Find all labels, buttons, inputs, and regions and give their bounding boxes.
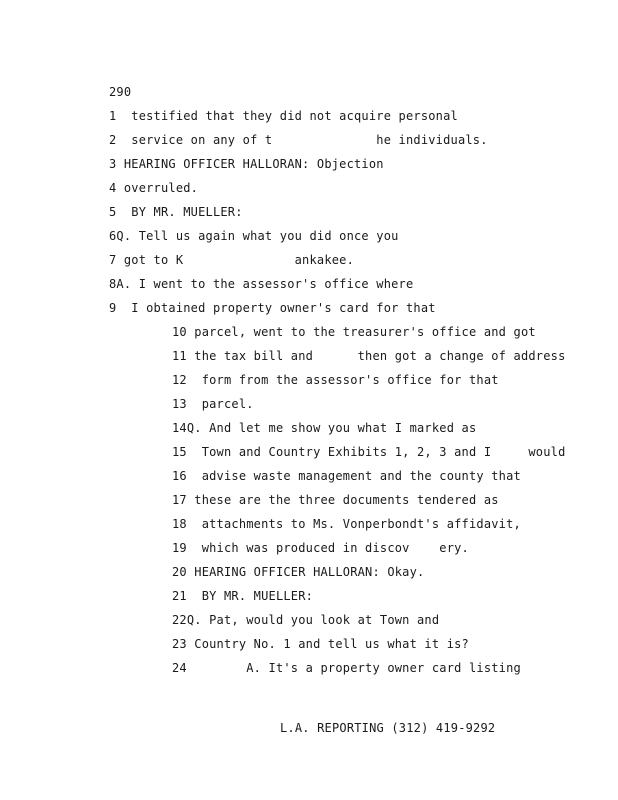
transcript-line: 4 overruled. [109, 181, 199, 195]
transcript-line: 3 HEARING OFFICER HALLORAN: Objection [109, 157, 384, 171]
transcript-line: 21 BY MR. MUELLER: [172, 589, 314, 603]
transcript-line: 2 service on any of t he individuals. [109, 133, 488, 147]
transcript-line: 16 advise waste management and the county that [172, 469, 521, 483]
transcript-line: 17 these are the three documents tendered as [172, 493, 499, 507]
page-number: 290 [109, 85, 132, 99]
transcript-line: 18 attachments to Ms. Vonperbondt's affidavit, [172, 517, 521, 531]
transcript-line: 13 parcel. [172, 397, 254, 411]
transcript-line: 12 form from the assessor's office for that [172, 373, 499, 387]
transcript-line: 5 BY MR. MUELLER: [109, 205, 243, 219]
transcript-line: 6Q. Tell us again what you did once you [109, 229, 399, 243]
transcript-line: 11 the tax bill and then got a change of address [172, 349, 566, 363]
transcript-line: 15 Town and Country Exhibits 1, 2, 3 and I would [172, 445, 566, 459]
transcript-line: 9 I obtained property owner's card for that [109, 301, 436, 315]
transcript-line: 14Q. And let me show you what I marked as [172, 421, 477, 435]
transcript-line: 10 parcel, went to the treasurer's office and got [172, 325, 536, 339]
transcript-line: 24 A. It's a property owner card listing [172, 661, 521, 675]
transcript-line: 8A. I went to the assessor's office where [109, 277, 414, 291]
transcript-line: 19 which was produced in discov ery. [172, 541, 469, 555]
transcript-line: 20 HEARING OFFICER HALLORAN: Okay. [172, 565, 425, 579]
transcript-line: 22Q. Pat, would you look at Town and [172, 613, 440, 627]
transcript-line: 1 testified that they did not acquire personal [109, 109, 458, 123]
transcript-line: 23 Country No. 1 and tell us what it is? [172, 637, 469, 651]
reporter-footer: L.A. REPORTING (312) 419-9292 [280, 721, 496, 735]
transcript-line: 7 got to K ankakee. [109, 253, 355, 267]
